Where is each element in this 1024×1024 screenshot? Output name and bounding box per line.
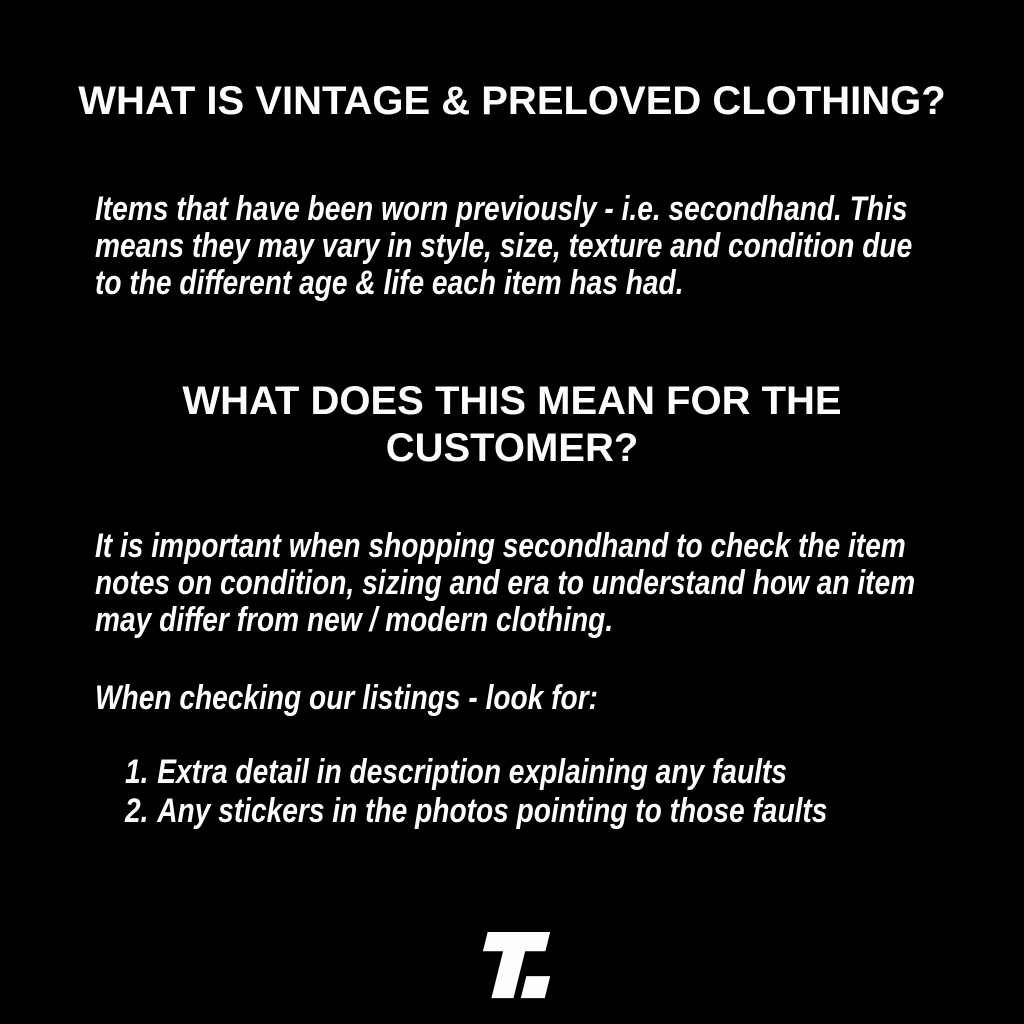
intro-paragraph: [95, 191, 912, 302]
listings-intro-line: When checking our listings - look for:: [95, 679, 599, 717]
checklist-item: [125, 792, 827, 831]
sub-heading-line: CUSTOMER?: [385, 426, 639, 470]
brand-logo: [471, 932, 554, 1000]
checklist: [125, 753, 827, 831]
t-logo-icon: [471, 932, 554, 1000]
customer-info-line: may differ from new / modern clothing.: [95, 601, 614, 639]
intro-line: means they may vary in style, size, texture and condition due: [95, 227, 913, 265]
customer-info-paragraph: [95, 528, 915, 639]
sub-heading-line: WHAT DOES THIS MEAN FOR THE: [182, 379, 842, 423]
checklist-item-number: 1.: [125, 753, 149, 791]
checklist-item: [125, 753, 827, 792]
t-logo-period: [521, 976, 550, 998]
checklist-item-text: Extra detail in description explaining any faults: [157, 753, 787, 791]
customer-info-line: It is important when shopping secondhand to check the item: [95, 527, 906, 565]
customer-info-line: notes on condition, sizing and era to understand how an item: [95, 564, 916, 602]
intro-line: Items that have been worn previously - i.e. secondhand. This: [95, 190, 908, 228]
sub-heading: [0, 378, 1024, 472]
checklist-item-text: Any stickers in the photos pointing to those faults: [157, 792, 828, 830]
intro-line: to the different age & life each item has had.: [95, 264, 684, 302]
page-title: WHAT IS VINTAGE & PRELOVED CLOTHING?: [78, 79, 946, 123]
checklist-item-number: 2.: [125, 792, 149, 830]
